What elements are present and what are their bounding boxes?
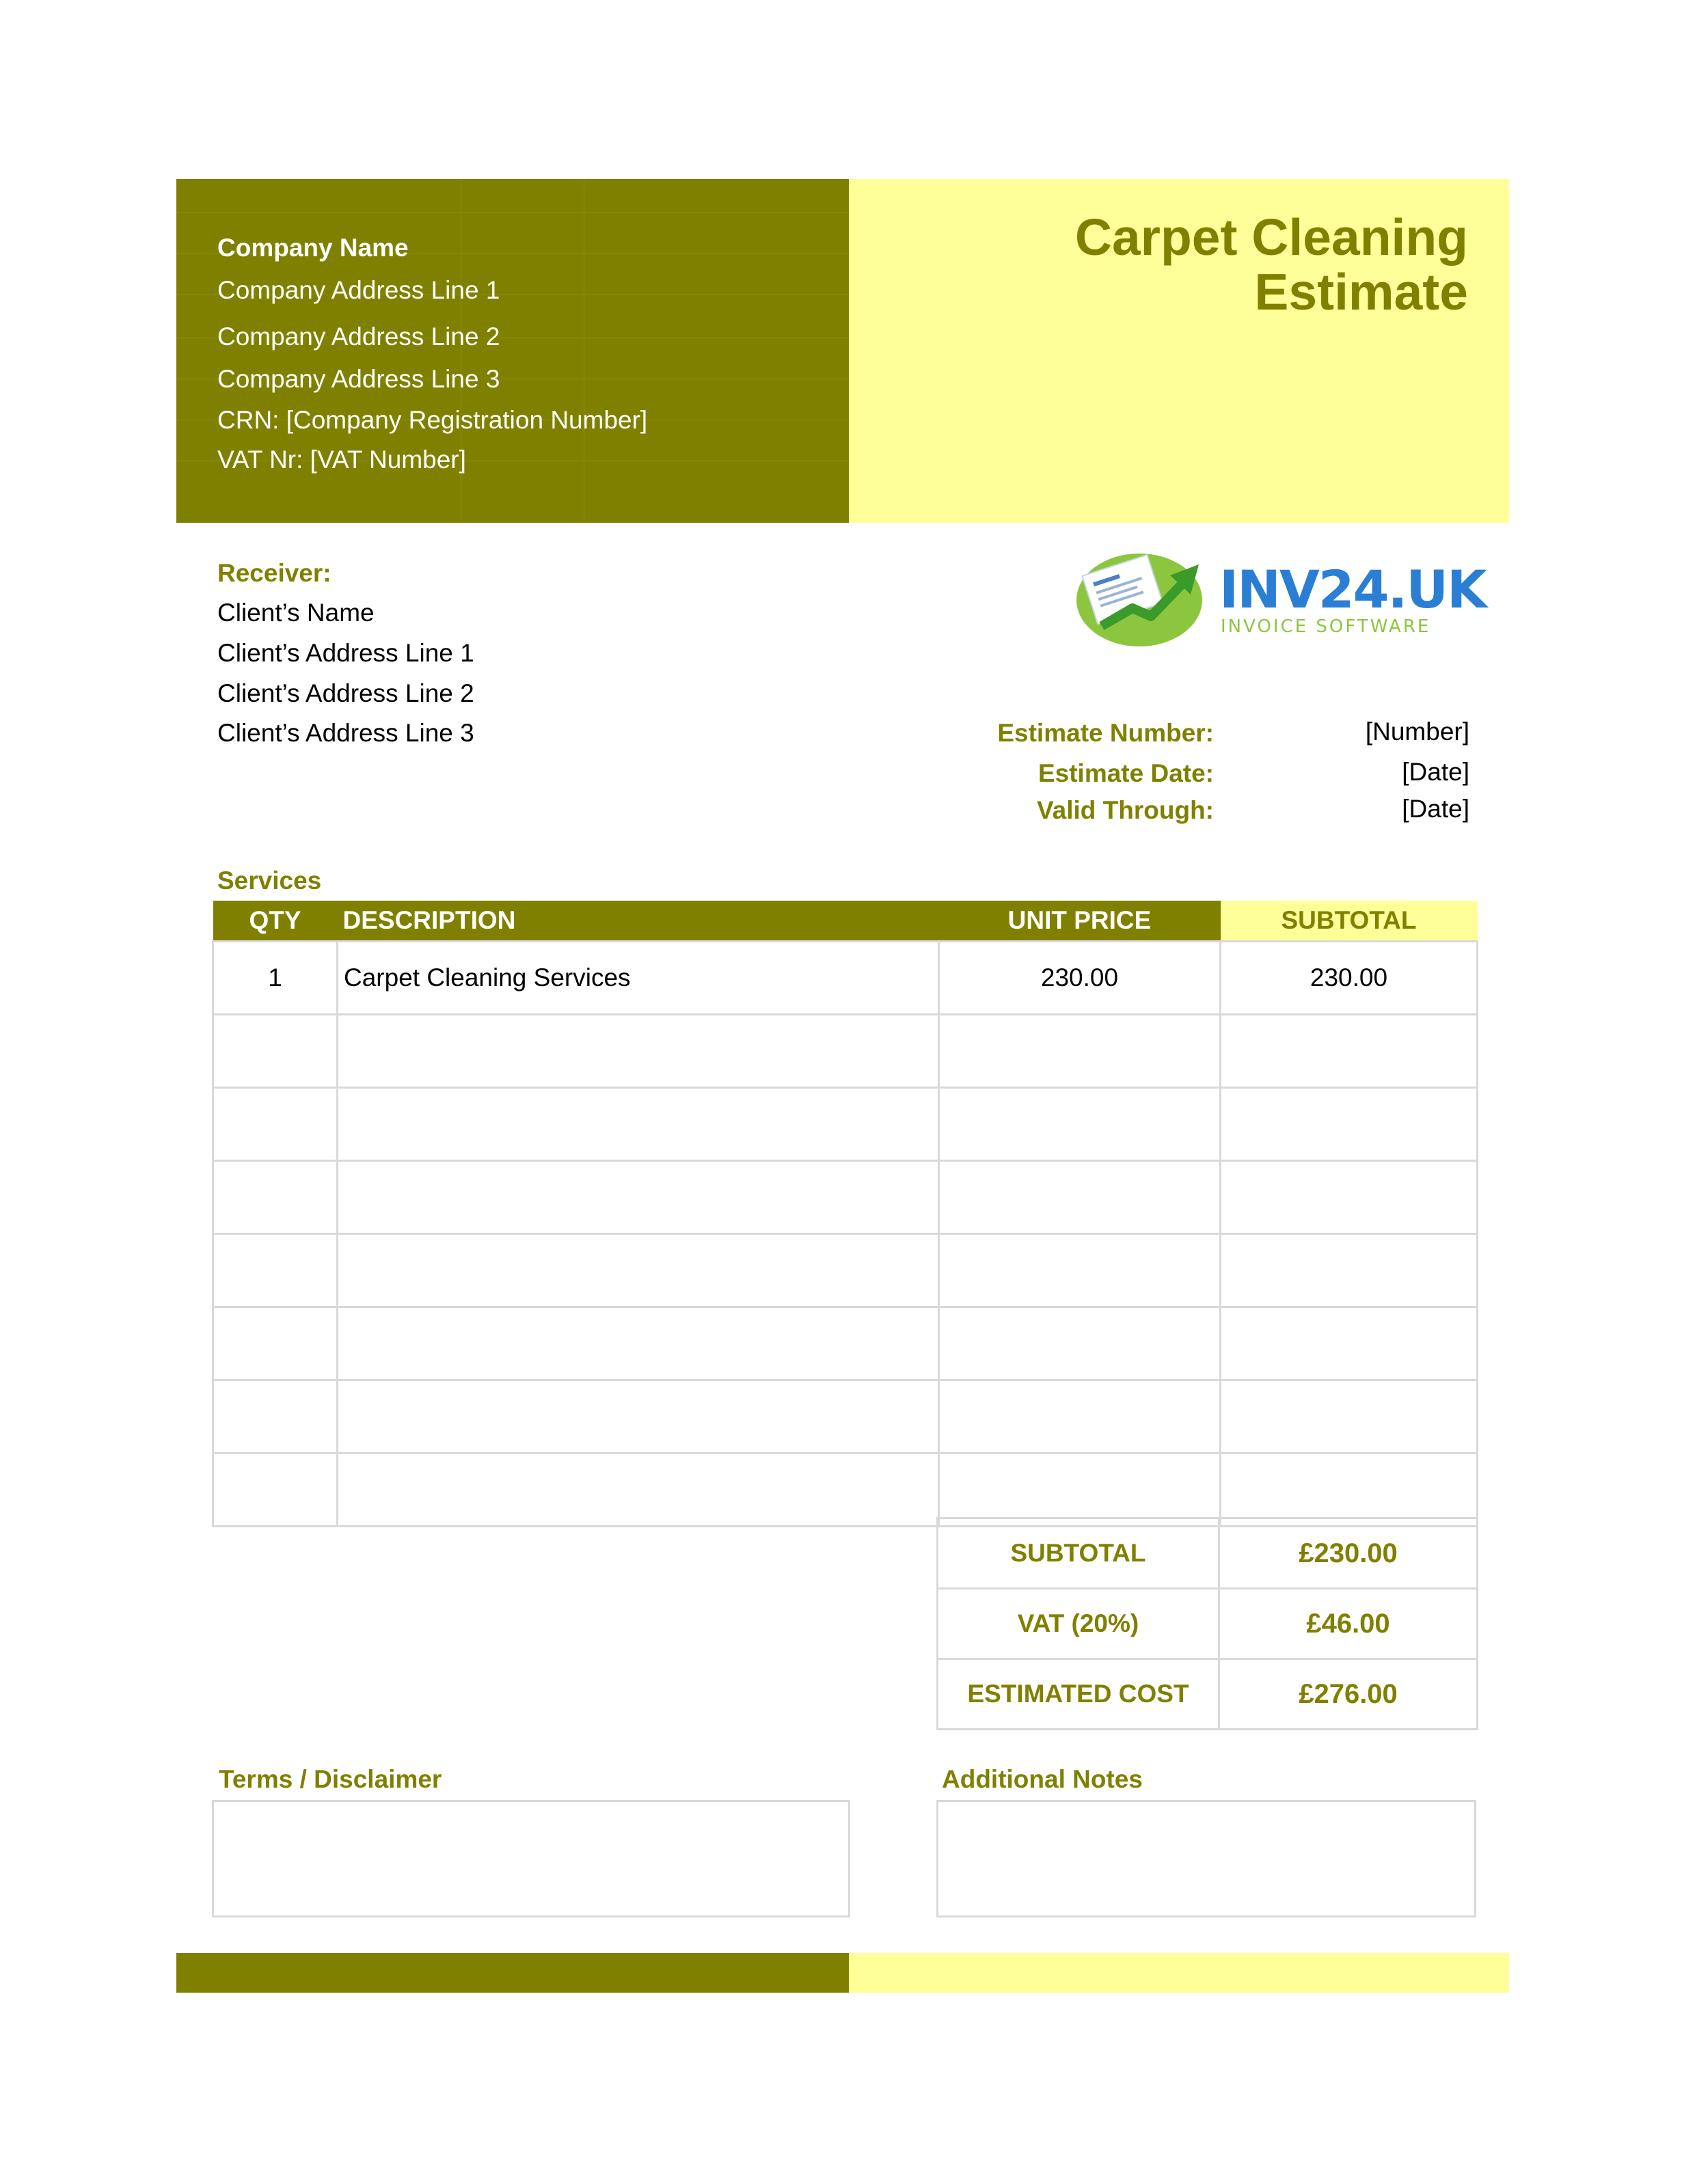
unit-price-cell	[939, 1161, 1221, 1234]
additional-notes-label: Additional Notes	[942, 1765, 1143, 1793]
terms-label: Terms / Disclaimer	[219, 1765, 442, 1793]
qty-cell	[213, 1015, 338, 1088]
document-title-line-2: Estimate	[1254, 263, 1468, 320]
estimate-date-value: [Date]	[1402, 758, 1469, 786]
subtotal-cell	[1221, 1307, 1478, 1380]
table-row	[213, 1161, 1478, 1234]
footer-bar-right	[849, 1953, 1509, 1993]
table-row	[213, 1453, 1478, 1527]
description-cell	[338, 1307, 939, 1380]
unit-price-cell	[939, 1234, 1221, 1307]
services-header-row	[213, 901, 1478, 942]
subtotal-cell	[1221, 1161, 1478, 1234]
company-address-line-1: Company Address Line 1	[217, 276, 500, 304]
description-cell	[338, 1161, 939, 1234]
document-title	[1075, 210, 1468, 319]
description-cell	[338, 1453, 939, 1527]
qty-cell	[213, 1088, 338, 1161]
vat-row	[938, 1589, 1478, 1659]
subtotal-amount: £230.00	[1219, 1518, 1478, 1589]
company-header-panel	[176, 179, 849, 523]
estimated-cost-amount: £276.00	[1219, 1659, 1478, 1730]
subtotal-cell	[1221, 1015, 1478, 1088]
qty-cell	[213, 1380, 338, 1453]
client-address-line-3: Client’s Address Line 3	[217, 719, 474, 747]
column-header-description: DESCRIPTION	[338, 901, 939, 942]
table-row	[213, 1234, 1478, 1307]
company-address-line-3: Company Address Line 3	[217, 365, 500, 393]
company-vat-number: VAT Nr: [VAT Number]	[217, 446, 466, 474]
estimated-cost-row	[938, 1659, 1478, 1730]
unit-price-cell	[939, 1453, 1221, 1527]
valid-through-label: Valid Through:	[1037, 796, 1214, 824]
valid-through-value: [Date]	[1402, 795, 1469, 823]
qty-cell: 1	[213, 942, 338, 1015]
column-header-subtotal: SUBTOTAL	[1221, 901, 1478, 942]
table-row	[213, 1307, 1478, 1380]
vat-amount: £46.00	[1219, 1589, 1478, 1659]
company-name: Company Name	[217, 234, 409, 262]
table-row	[213, 1088, 1478, 1161]
qty-cell	[213, 1307, 338, 1380]
terms-box[interactable]	[212, 1800, 850, 1917]
services-label: Services	[217, 866, 322, 895]
subtotal-cell	[1221, 1088, 1478, 1161]
subtotal-cell	[1221, 1234, 1478, 1307]
company-address-line-2: Company Address Line 2	[217, 323, 500, 351]
qty-cell	[213, 1453, 338, 1527]
logo-tagline: INVOICE SOFTWARE	[1221, 616, 1431, 637]
title-panel	[849, 179, 1509, 523]
description-cell	[338, 1380, 939, 1453]
unit-price-cell	[939, 1380, 1221, 1453]
description-cell	[338, 1088, 939, 1161]
qty-cell	[213, 1234, 338, 1307]
vat-label: VAT (20%)	[938, 1589, 1219, 1659]
client-address-line-2: Client’s Address Line 2	[217, 679, 474, 707]
subtotal-label: SUBTOTAL	[938, 1518, 1219, 1589]
estimated-cost-label: ESTIMATED COST	[938, 1659, 1219, 1730]
unit-price-cell	[939, 1015, 1221, 1088]
services-table	[212, 901, 1478, 1527]
totals-table	[936, 1517, 1478, 1730]
document-title-line-1: Carpet Cleaning	[1074, 208, 1468, 266]
estimate-number-value: [Number]	[1365, 718, 1469, 746]
table-row	[213, 1380, 1478, 1453]
qty-cell	[213, 1161, 338, 1234]
unit-price-cell: 230.00	[939, 942, 1221, 1015]
subtotal-row	[938, 1518, 1478, 1589]
estimate-date-label: Estimate Date:	[1037, 759, 1214, 787]
subtotal-cell	[1221, 1380, 1478, 1453]
table-row	[213, 1015, 1478, 1088]
unit-price-cell	[939, 1088, 1221, 1161]
unit-price-cell	[939, 1307, 1221, 1380]
receiver-label: Receiver:	[217, 559, 331, 587]
column-header-unit-price: UNIT PRICE	[939, 901, 1221, 942]
estimate-number-label: Estimate Number:	[997, 719, 1214, 747]
client-address-line-1: Client’s Address Line 1	[217, 639, 474, 667]
footer-bar-left	[176, 1953, 849, 1993]
logo-brand-text: INV24.UK	[1219, 559, 1486, 620]
table-row	[213, 942, 1478, 1015]
additional-notes-box[interactable]	[936, 1800, 1476, 1917]
client-name: Client’s Name	[217, 599, 375, 627]
description-cell	[338, 1015, 939, 1088]
company-registration-number: CRN: [Company Registration Number]	[217, 406, 648, 434]
subtotal-cell	[1221, 1453, 1478, 1527]
subtotal-cell: 230.00	[1221, 942, 1478, 1015]
description-cell	[338, 1234, 939, 1307]
column-header-qty: QTY	[213, 901, 338, 942]
inv24-logo	[1074, 545, 1484, 655]
description-cell: Carpet Cleaning Services	[338, 942, 939, 1015]
